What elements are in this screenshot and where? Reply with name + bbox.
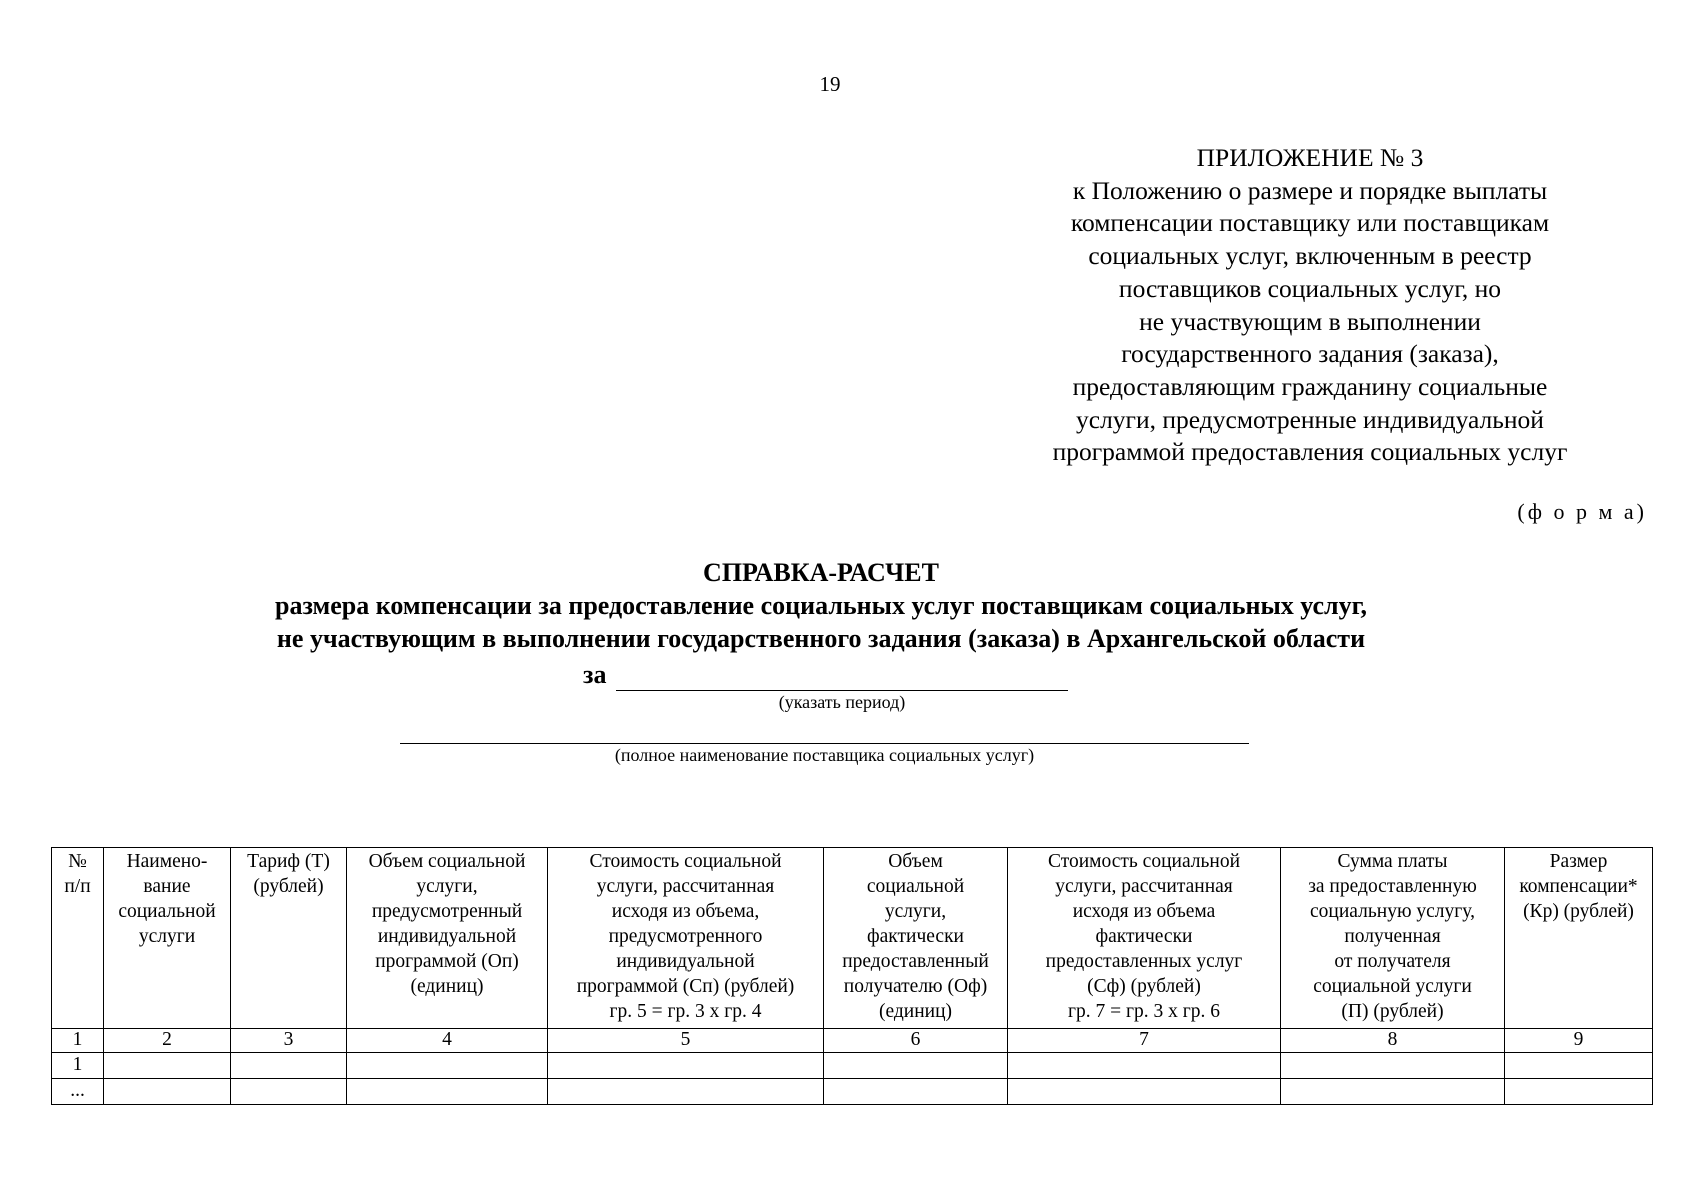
table-cell[interactable] xyxy=(104,1079,231,1105)
appendix-line: поставщиков социальных услуг, но xyxy=(1118,273,1502,303)
table-cell[interactable] xyxy=(347,1079,548,1105)
column-number: 8 xyxy=(1281,1029,1505,1053)
table-cell[interactable] xyxy=(824,1053,1008,1079)
table-header-row xyxy=(52,848,1653,1029)
table-cell: ... xyxy=(52,1079,104,1105)
header-cell: Стоимость социальной услуги, рассчитанная исходя из объема фактически предоставленных услуг (Сф) (рублей) гр. 7 = гр. 3 х гр. 6 xyxy=(1008,848,1281,1029)
table-cell[interactable] xyxy=(1505,1079,1653,1105)
table-cell[interactable] xyxy=(1505,1053,1653,1079)
table-cell[interactable] xyxy=(1281,1053,1505,1079)
period-prefix: за xyxy=(583,660,607,689)
header-cell: Тариф (Т) (рублей) xyxy=(231,848,347,1029)
provider-hint: (полное наименование поставщика социальных услуг) xyxy=(614,745,1035,765)
table-cell[interactable] xyxy=(548,1053,824,1079)
header-cell: Объем социальной услуги, фактически предоставленный получателю (Оф) (единиц) xyxy=(824,848,1008,1029)
header-cell: Стоимость социальной услуги, рассчитанная исходя из объема, предусмотренного индивидуальной программой (Сп) (рублей) гр. 5 = гр. 3 х гр. 4 xyxy=(548,848,824,1029)
period-hint: (указать период) xyxy=(778,692,906,712)
column-number: 1 xyxy=(52,1029,104,1053)
table-row xyxy=(52,1079,1653,1105)
appendix-line: компенсации поставщику или поставщикам xyxy=(1070,208,1550,238)
form-label: (ф о р м а) xyxy=(1517,499,1647,524)
document-subtitle-line-2: не участвующим в выполнении государственного задания (заказа) в Архангельской области xyxy=(276,624,1366,653)
provider-blank-line[interactable] xyxy=(400,743,1249,744)
appendix-block xyxy=(985,142,1635,469)
appendix-line: к Положению о размере и порядке выплаты xyxy=(1072,175,1548,205)
column-number: 2 xyxy=(104,1029,231,1053)
column-number-row xyxy=(52,1029,1653,1053)
appendix-title: ПРИЛОЖЕНИЕ № 3 xyxy=(1196,143,1424,172)
table-cell[interactable] xyxy=(824,1079,1008,1105)
appendix-line: предоставляющим гражданину социальные xyxy=(1072,371,1548,401)
column-number: 3 xyxy=(231,1029,347,1053)
column-number: 5 xyxy=(548,1029,824,1053)
header-cell: Сумма платы за предоставленную социальную услугу, полученная от получателя социальной услуги (П) (рублей) xyxy=(1281,848,1505,1029)
appendix-line: государственного задания (заказа), xyxy=(1121,339,1499,369)
document-heading xyxy=(0,556,1642,655)
period-blank-line[interactable] xyxy=(616,690,1068,691)
header-cell: № п/п xyxy=(52,848,104,1029)
header-cell: Размер компенсации* (Кр) (рублей) xyxy=(1505,848,1653,1029)
table-cell[interactable] xyxy=(231,1079,347,1105)
document-subtitle-line-1: размера компенсации за предоставление социальных услуг поставщикам социальных услуг, xyxy=(275,591,1367,620)
table-cell[interactable] xyxy=(231,1053,347,1079)
document-title: СПРАВКА-РАСЧЕТ xyxy=(703,558,939,587)
table-cell[interactable] xyxy=(548,1079,824,1105)
appendix-line: не участвующим в выполнении xyxy=(1139,306,1481,336)
calculation-table xyxy=(51,847,1653,1105)
appendix-line: услуги, предусмотренные индивидуальной xyxy=(1076,404,1544,434)
page-number: 19 xyxy=(819,72,841,96)
header-cell: Объем социальной услуги, предусмотренный индивидуальной программой (Оп) (единиц) xyxy=(347,848,548,1029)
table-cell[interactable] xyxy=(1008,1079,1281,1105)
header-cell: Наимено- вание социальной услуги xyxy=(104,848,231,1029)
table-cell[interactable] xyxy=(1008,1053,1281,1079)
table-cell: 1 xyxy=(52,1053,104,1079)
column-number: 7 xyxy=(1008,1029,1281,1053)
table-row xyxy=(52,1053,1653,1079)
appendix-line: программой предоставления социальных услуг xyxy=(1052,437,1568,467)
column-number: 9 xyxy=(1505,1029,1653,1053)
column-number: 6 xyxy=(824,1029,1008,1053)
column-number: 4 xyxy=(347,1029,548,1053)
table-cell[interactable] xyxy=(347,1053,548,1079)
table-cell[interactable] xyxy=(1281,1079,1505,1105)
table-cell[interactable] xyxy=(104,1053,231,1079)
appendix-line: социальных услуг, включенным в реестр xyxy=(1088,241,1532,271)
